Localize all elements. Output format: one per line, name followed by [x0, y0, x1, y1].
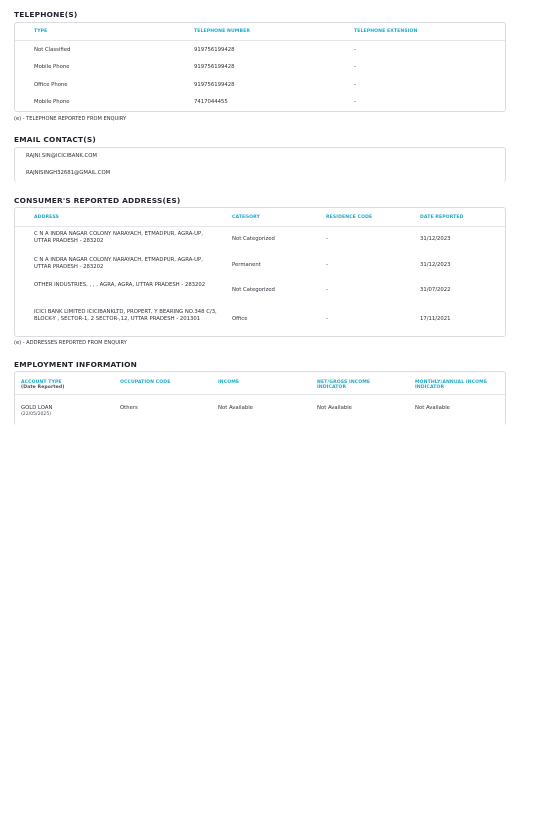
telephones-title: TELEPHONE(S)	[14, 10, 78, 19]
header-divider	[15, 394, 505, 395]
email-address: RAJNI.SIN@ICICIBANK.COM	[26, 153, 97, 159]
date-reported: 17/11/2021	[420, 316, 451, 322]
col-header-occupation-code: OCCUPATION CODE	[120, 380, 171, 385]
monthly-annual-indicator: Not Available	[415, 405, 450, 411]
phone-number: 7417044455	[194, 99, 228, 105]
phone-number: 919756199428	[194, 47, 235, 53]
col-header-type: TYPE	[34, 29, 48, 34]
header-divider	[15, 40, 505, 41]
phone-extension: -	[354, 82, 356, 88]
net-gross-indicator: Not Available	[317, 405, 352, 411]
address-text: C N A INDRA NAGAR COLONY NARAYACH, ETMADPUR, AGRA-UP, UTTAR PRADESH - 283202	[34, 257, 203, 270]
addresses-title: CONSUMER'S REPORTED ADDRESS(ES)	[14, 196, 181, 205]
addresses-note: (e) - ADDRESSES REPORTED FROM ENQUIRY	[14, 340, 127, 346]
header-divider	[15, 226, 505, 227]
col-header-address: ADDRESS	[34, 215, 59, 220]
address-text: OTHER INDUSTRIES, , , , AGRA, AGRA, UTTAR PRADESH - 283202	[34, 282, 206, 288]
col-header-net-gross: NET/GROSS INCOME INDICATOR	[317, 380, 371, 391]
date-reported: 31/07/2022	[420, 287, 451, 293]
col-header-monthly-annual: MONTHLY/ANNUAL INCOME INDICATOR	[415, 380, 488, 391]
residence-code: -	[326, 236, 328, 242]
date-reported: 31/12/2023	[420, 236, 451, 242]
residence-code: -	[326, 262, 328, 268]
date-reported: 31/12/2023	[420, 262, 451, 268]
telephones-table	[14, 22, 506, 112]
employment-table	[14, 371, 506, 425]
phone-type: Mobile Phone	[34, 99, 70, 105]
account-type: GOLD LOAN	[21, 405, 53, 411]
phone-type: Mobile Phone	[34, 64, 70, 70]
telephones-note: (e) - TELEPHONE REPORTED FROM ENQUIRY	[14, 116, 127, 122]
income: Not Available	[218, 405, 253, 411]
col-header-residence-code: RESIDENCE CODE	[326, 215, 373, 220]
col-header-telephone-extension: TELEPHONE EXTENSION	[354, 29, 418, 34]
phone-number: 919756199428	[194, 82, 235, 88]
addresses-table	[14, 207, 506, 337]
email-address: RAJNISINGH32681@GMAIL.COM	[26, 170, 111, 176]
date-reported-sub-label: (Date Reported)	[21, 385, 65, 391]
col-header-date-reported: DATE REPORTED	[420, 215, 464, 220]
address-text: ICICI BANK LIMITED ICICIBANKLTD, PROPERT, Y BEARING NO.348 C/3, BLOCK-Y , SECTOR-1, 2 SECTOR-,12, UTTAR PRADESH - 201301	[34, 309, 217, 322]
phone-number: 919756199428	[194, 64, 235, 70]
date-reported: (22/05/2025)	[21, 411, 52, 417]
phone-type: Not Classified	[34, 47, 71, 53]
address-category: Permanent	[232, 262, 261, 268]
col-header-account-type	[21, 380, 65, 390]
occupation-code: Others	[120, 405, 138, 411]
account-type-header-label: ACCOUNT TYPE	[21, 380, 62, 385]
address-text: C N A INDRA NAGAR COLONY NARAYACH, ETMADPUR, AGRA-UP, UTTAR PRADESH - 283202	[34, 231, 203, 244]
account-type-cell	[21, 405, 52, 418]
residence-code: -	[326, 316, 328, 322]
phone-extension: -	[354, 99, 356, 105]
emails-title: EMAIL CONTACT(S)	[14, 135, 96, 144]
emails-card	[14, 147, 506, 182]
col-header-income: INCOME	[218, 380, 240, 385]
phone-extension: -	[354, 64, 356, 70]
address-category: Not Categorized	[232, 287, 275, 293]
address-category: Not Categorized	[232, 236, 275, 242]
phone-type: Office Phone	[34, 82, 68, 88]
address-category: Office	[232, 316, 248, 322]
phone-extension: -	[354, 47, 356, 53]
employment-title: EMPLOYMENT INFORMATION	[14, 360, 137, 369]
col-header-telephone-number: TELEPHONE NUMBER	[194, 29, 250, 34]
residence-code: -	[326, 287, 328, 293]
col-header-category: CATEGORY	[232, 215, 260, 220]
